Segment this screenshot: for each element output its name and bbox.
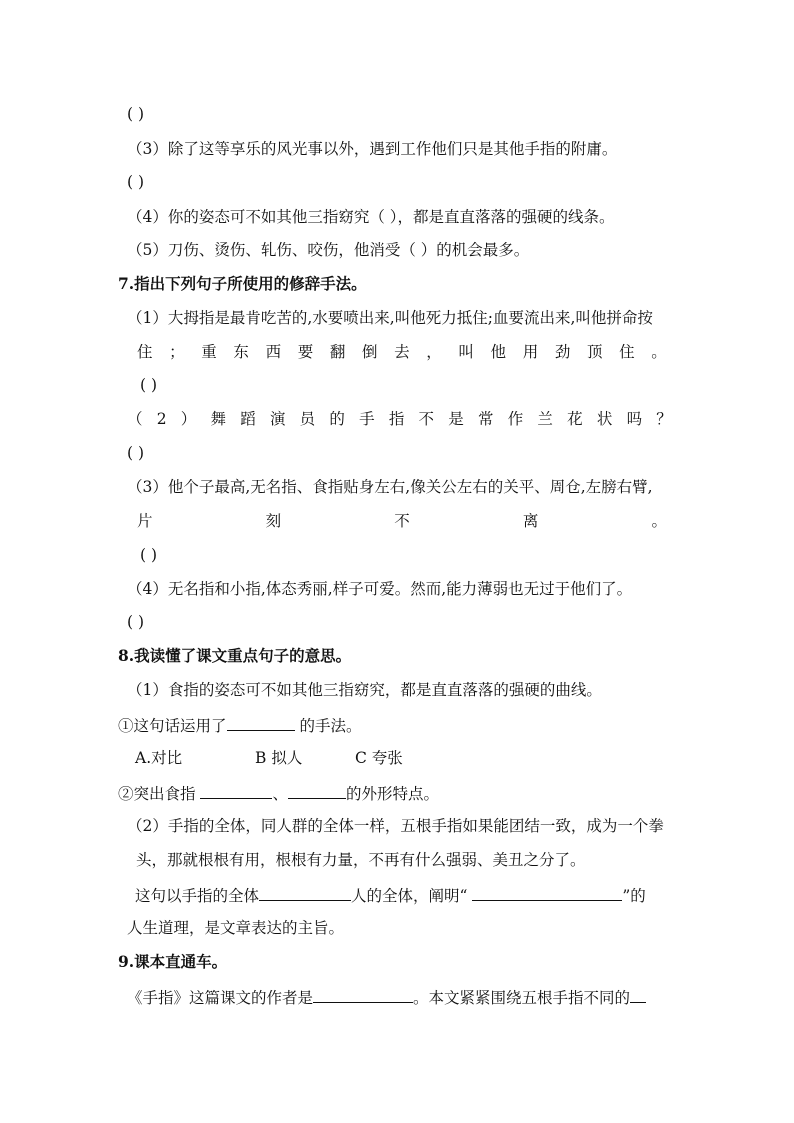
question-6-3: （3）除了这等享乐的风光事以外，遇到工作他们只是其他手指的附庸。: [127, 140, 618, 158]
spread-char: 指: [388, 410, 405, 428]
spread-char: 刻: [265, 512, 282, 530]
spread-char: 住: [137, 343, 153, 361]
question-8-2-line2: 头，那就根根有用，根根有力量，不再有什么强弱、美丑之分了。: [136, 851, 586, 869]
question-text: 的外形特点。: [345, 785, 439, 803]
spread-char: 吗: [626, 410, 643, 428]
spread-char: 蹈: [240, 410, 256, 428]
spread-char: 作: [507, 410, 524, 428]
spread-char: 翻: [329, 343, 346, 361]
spread-char: 片: [137, 512, 153, 530]
spread-char: 状: [596, 410, 613, 428]
spread-char: 兰: [537, 410, 553, 428]
spread-char: 2: [156, 410, 167, 428]
fill-blank[interactable]: [630, 986, 646, 1003]
question-text: 人的全体，阐明“: [351, 887, 473, 905]
answer-paren: ( ): [127, 444, 145, 462]
question-7-title: 7.指出下列句子所使用的修辞手法。: [118, 274, 367, 293]
question-7-1-line1: （1）大拇指是最肯吃苦的,水要喷出来,叫他死力抵住;血要流出来,叫他拼命按: [127, 309, 653, 327]
question-8-1-a: [118, 714, 361, 736]
spread-char: 劲: [554, 343, 571, 361]
fill-blank[interactable]: [200, 782, 272, 799]
question-9-a: [127, 986, 646, 1008]
fill-blank[interactable]: [259, 884, 351, 901]
answer-paren: ( ): [140, 376, 158, 394]
answer-paren: ( ): [127, 613, 145, 631]
spread-char: （: [127, 410, 143, 428]
spread-char: 东: [233, 343, 249, 361]
spread-char: 员: [299, 410, 316, 428]
choice-a: A.对比: [135, 749, 183, 767]
question-7-4: （4）无名指和小指,体态秀丽,样子可爱。然而,能力薄弱也无过于他们了。: [127, 580, 633, 598]
fill-blank[interactable]: [288, 782, 346, 799]
spread-char: ？: [656, 410, 672, 428]
question-7-2: [127, 409, 672, 429]
question-text: 。本文紧紧围绕五根手指不同的: [413, 989, 631, 1007]
question-7-3-line1: （3）他个子最高,无名指、食指贴身左右,像关公左右的关平、周仓,左膀右臂,: [127, 478, 653, 496]
question-text: ①这句话运用了: [118, 717, 227, 735]
question-8-1-b: [118, 782, 439, 804]
spread-char: 。: [651, 512, 667, 530]
question-text: ”的: [622, 887, 646, 905]
spread-char: 演: [269, 410, 286, 428]
question-7-3-line2: [137, 511, 667, 531]
question-9-title: 9.课本直通车。: [118, 952, 228, 971]
spread-char: 要: [297, 343, 314, 361]
question-8-2-line3: [135, 884, 646, 906]
spread-char: 离: [522, 512, 539, 530]
spread-char: 西: [265, 343, 282, 361]
question-8-2-line1: （2）手指的全体，同人群的全体一样，五根手指如果能团结一致，成为一个拳: [127, 817, 664, 835]
answer-paren: ( ): [140, 546, 158, 564]
question-text: 这句以手指的全体: [135, 887, 260, 905]
question-text: 、: [272, 785, 288, 803]
spread-char: 他: [490, 343, 507, 361]
spread-char: ，: [426, 343, 442, 361]
spread-char: 常: [477, 410, 494, 428]
answer-paren: ( ): [127, 105, 145, 123]
choice-b: B 拟人: [255, 749, 303, 767]
choice-c: C 夸张: [355, 749, 403, 767]
question-text: ②突出食指: [118, 785, 201, 803]
spread-char: 顶: [586, 343, 603, 361]
question-text: 《手指》这篇课文的作者是: [127, 989, 314, 1007]
question-8-2-line4: 人生道理，是文章表达的主旨。: [127, 919, 345, 937]
spread-char: 的: [329, 410, 345, 428]
question-6-5: （5）刀伤、烫伤、轧伤、咬伤，他消受（ ）的机会最多。: [127, 241, 530, 259]
spread-char: 不: [394, 512, 410, 530]
fill-blank[interactable]: [227, 714, 295, 731]
spread-char: 不: [418, 410, 435, 428]
spread-char: 住: [619, 343, 635, 361]
fill-blank[interactable]: [472, 884, 622, 901]
spread-char: ；: [169, 343, 185, 361]
spread-char: 手: [359, 410, 375, 428]
spread-char: 去: [394, 343, 410, 361]
spread-char: 。: [651, 343, 667, 361]
question-text: 的手法。: [294, 717, 362, 735]
spread-char: 花: [567, 410, 583, 428]
spread-char: 重: [201, 343, 217, 361]
spread-char: 叫: [458, 343, 474, 361]
fill-blank[interactable]: [313, 986, 413, 1003]
spread-char: ）: [180, 410, 197, 428]
spread-char: 是: [448, 410, 464, 428]
question-6-4: （4）你的姿态可不如其他三指窈究（ ），都是直直落落的强硬的线条。: [127, 208, 615, 226]
spread-char: 舞: [210, 410, 227, 428]
spread-char: 倒: [361, 343, 378, 361]
spread-char: 用: [522, 343, 539, 361]
answer-paren: ( ): [127, 173, 145, 191]
question-7-1-line2: [137, 342, 667, 362]
question-8-1: （1）食指的姿态可不如其他三指窈究，都是直直落落的强硬的曲线。: [127, 681, 602, 699]
question-8-title: 8.我读懂了课文重点句子的意思。: [118, 646, 352, 665]
